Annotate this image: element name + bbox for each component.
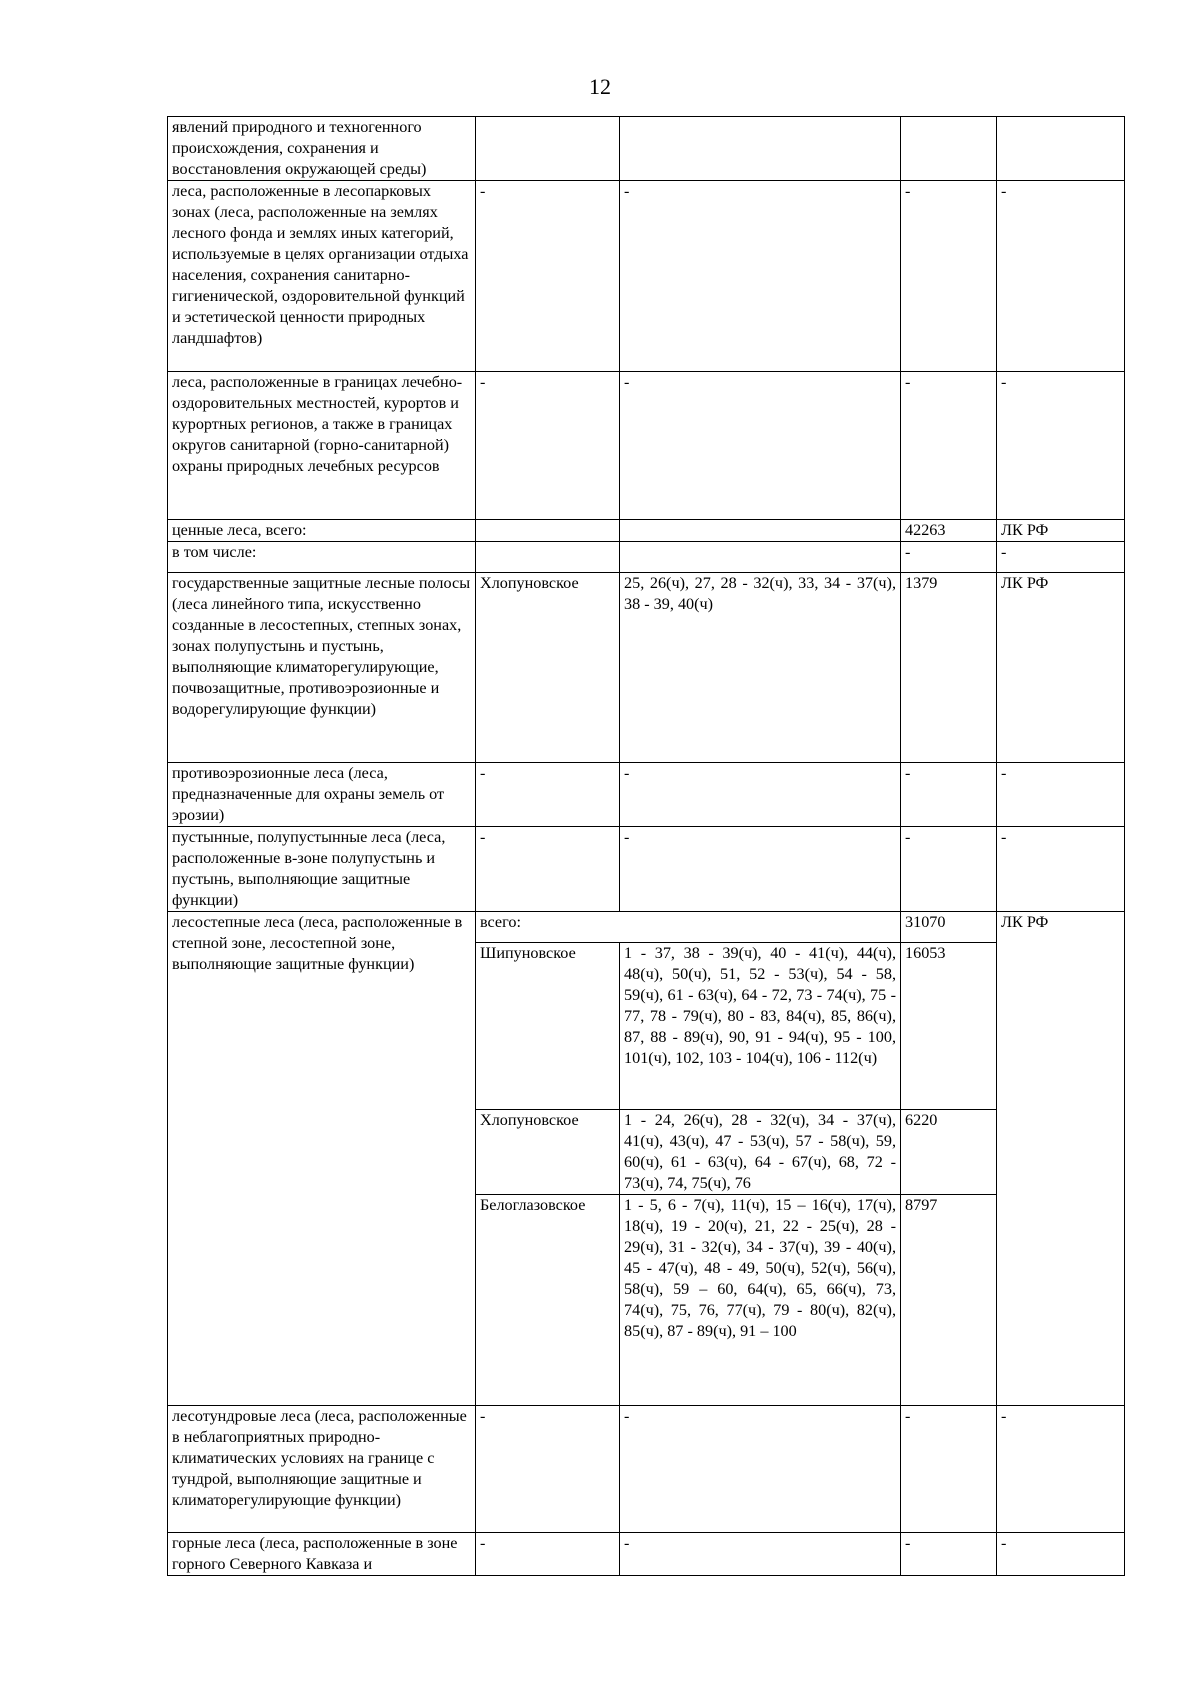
- blocks-cell: 1 - 24, 26(ч), 28 - 32(ч), 34 - 37(ч), 41(ч), 43(ч), 47 - 53(ч), 57 - 58(ч), 59, 60(ч), 61 - 63(ч), 64 - 67(ч), 68, 72 - 73(ч), 74, 75(ч), 76: [620, 1110, 901, 1195]
- forestry-cell: -: [476, 827, 620, 912]
- table-row: [168, 763, 1125, 827]
- forestry-cell: -: [476, 1406, 620, 1533]
- forestry-cell: [476, 542, 620, 573]
- blocks-cell: 1 - 5, 6 - 7(ч), 11(ч), 15 – 16(ч), 17(ч), 18(ч), 19 - 20(ч), 21, 22 - 25(ч), 28 - 29(ч), 31 - 32(ч), 34 - 37(ч), 39 - 40(ч), 45 - 47(ч), 48 - 49, 50(ч), 52(ч), 56(ч), 58(ч), 59 – 60, 64(ч), 65, 66(ч), 73, 74(ч), 75, 76, 77(ч), 79 - 80(ч), 82(ч), 85(ч), 87 - 89(ч), 91 – 100: [620, 1195, 901, 1406]
- category-cell: лесотундровые леса (леса, расположенные в неблагоприятных природно-климатических условиях на границе с тундрой, выполняющие защитные и климаторегулирующие функции): [168, 1406, 476, 1533]
- table-row: [168, 1406, 1125, 1533]
- blocks-cell: -: [620, 372, 901, 520]
- category-cell: лесостепные леса (леса, расположенные в степной зоне, лесостепной зоне, выполняющие защитные функции): [168, 912, 476, 1406]
- forestry-cell: Хлопуновское: [476, 573, 620, 763]
- area-cell: 6220: [901, 1110, 997, 1195]
- forestry-cell: -: [476, 181, 620, 372]
- category-cell: ценные леса, всего:: [168, 520, 476, 542]
- area-cell: 31070: [901, 912, 997, 943]
- page-number: 12: [589, 74, 611, 99]
- area-cell: -: [901, 763, 997, 827]
- area-cell: -: [901, 1533, 997, 1576]
- category-cell: леса, расположенные в границах лечебно-оздоровительных местностей, курортов и курортных регионов, а также в границах округов санитарной (горно-санитарной) охраны природных лечебных ресурсов: [168, 372, 476, 520]
- table-row: [168, 181, 1125, 372]
- blocks-cell: [620, 520, 901, 542]
- category-cell: противоэрозионные леса (леса, предназначенные для охраны земель от эрозии): [168, 763, 476, 827]
- basis-cell: -: [997, 372, 1125, 520]
- table-row: [168, 372, 1125, 520]
- blocks-cell: [620, 542, 901, 573]
- blocks-cell: -: [620, 1533, 901, 1576]
- area-cell: -: [901, 827, 997, 912]
- area-cell: -: [901, 542, 997, 573]
- forestry-cell: [476, 117, 620, 181]
- basis-cell: -: [997, 181, 1125, 372]
- basis-cell: -: [997, 1406, 1125, 1533]
- area-cell: 1379: [901, 573, 997, 763]
- basis-cell: [997, 117, 1125, 181]
- total-label-cell: всего:: [476, 912, 901, 943]
- table-row: [168, 827, 1125, 912]
- area-cell: 42263: [901, 520, 997, 542]
- area-cell: -: [901, 181, 997, 372]
- area-cell: 16053: [901, 943, 997, 1110]
- basis-cell: ЛК РФ: [997, 520, 1125, 542]
- blocks-cell: [620, 117, 901, 181]
- protective-forests-table: [167, 116, 1125, 1576]
- forestry-cell: Шипуновское: [476, 943, 620, 1110]
- forestry-cell: -: [476, 763, 620, 827]
- table-row: [168, 1533, 1125, 1576]
- forestry-cell: Белоглазовское: [476, 1195, 620, 1406]
- table-row: [168, 912, 1125, 943]
- table-row: [168, 573, 1125, 763]
- basis-cell: -: [997, 763, 1125, 827]
- category-cell: горные леса (леса, расположенные в зоне горного Северного Кавказа и: [168, 1533, 476, 1576]
- table-row: [168, 542, 1125, 573]
- forestry-cell: Хлопуновское: [476, 1110, 620, 1195]
- blocks-cell: -: [620, 763, 901, 827]
- area-cell: [901, 117, 997, 181]
- forestry-cell: -: [476, 372, 620, 520]
- forestry-cell: [476, 520, 620, 542]
- blocks-cell: -: [620, 181, 901, 372]
- category-cell: леса, расположенные в лесопарковых зонах (леса, расположенные на землях лесного фонда и землях иных категорий, используемые в целях организации отдыха населения, сохранения санитарно-гигиенической, оздоровительной функций и эстетической ценности природных ландшафтов): [168, 181, 476, 372]
- basis-cell: ЛК РФ: [997, 912, 1125, 1406]
- area-cell: -: [901, 372, 997, 520]
- table-row: [168, 117, 1125, 181]
- category-cell: явлений природного и техногенного происхождения, сохранения и восстановления окружающей среды): [168, 117, 476, 181]
- category-cell: в том числе:: [168, 542, 476, 573]
- table-row: [168, 520, 1125, 542]
- basis-cell: -: [997, 827, 1125, 912]
- area-cell: -: [901, 1406, 997, 1533]
- blocks-cell: -: [620, 1406, 901, 1533]
- basis-cell: -: [997, 1533, 1125, 1576]
- blocks-cell: -: [620, 827, 901, 912]
- basis-cell: ЛК РФ: [997, 573, 1125, 763]
- category-cell: пустынные, полупустынные леса (леса, расположенные в-зоне полупустынь и пустынь, выполняющие защитные функции): [168, 827, 476, 912]
- area-cell: 8797: [901, 1195, 997, 1406]
- category-cell: государственные защитные лесные полосы (леса линейного типа, искусственно созданные в лесостепных, степных зонах, зонах полупустынь и пустынь, выполняющие климаторегулирующие, почвозащитные, противоэрозионные и водорегулирующие функции): [168, 573, 476, 763]
- basis-cell: -: [997, 542, 1125, 573]
- forestry-cell: -: [476, 1533, 620, 1576]
- blocks-cell: 25, 26(ч), 27, 28 - 32(ч), 33, 34 - 37(ч), 38 - 39, 40(ч): [620, 573, 901, 763]
- blocks-cell: 1 - 37, 38 - 39(ч), 40 - 41(ч), 44(ч), 48(ч), 50(ч), 51, 52 - 53(ч), 54 - 58, 59(ч), 61 - 63(ч), 64 - 72, 73 - 74(ч), 75 - 77, 78 - 79(ч), 80 - 83, 84(ч), 85, 86(ч), 87, 88 - 89(ч), 90, 91 - 94(ч), 95 - 100, 101(ч), 102, 103 - 104(ч), 106 - 112(ч): [620, 943, 901, 1110]
